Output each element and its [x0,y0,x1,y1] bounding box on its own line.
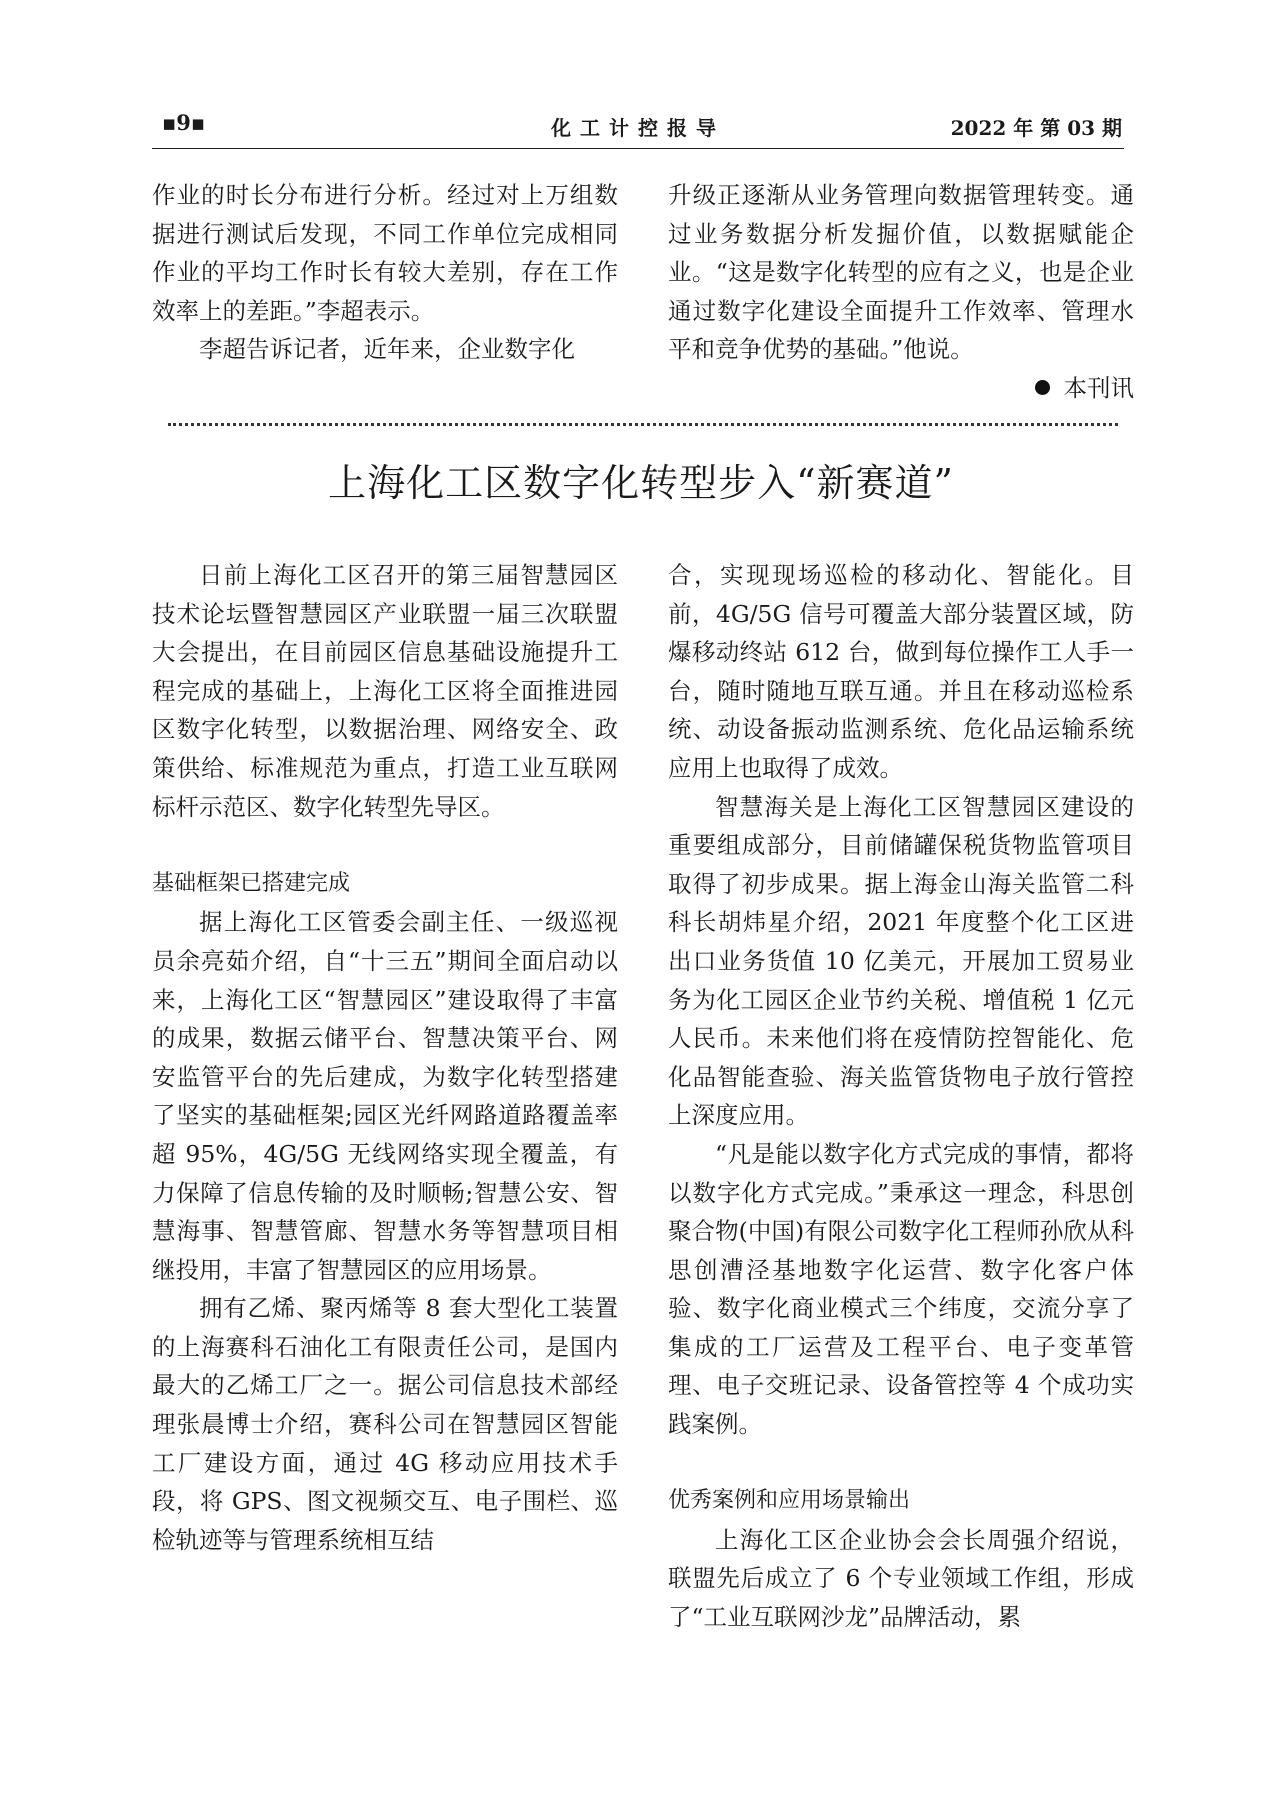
prev-article-paragraph: 李超告诉记者，近年来，企业数字化 [199,335,575,364]
intro-paragraph: 日前上海化工区召开的第三届智慧园区技术论坛暨智慧园区产业联盟一届三次联盟大会提出，在目前园区信息基础设施提升工程完成的基础上，上海化工区将全面推进园区数字化转型，以数据治理、网络安全、政策供给、标准规范为重点，打造工业互联网标杆示范区、数字化转型先导区。 [152,561,618,821]
section-heading: 优秀案例和应用场景输出 [668,1488,911,1514]
body-paragraph: 合，实现现场巡检的移动化、智能化。目前，4G/5G 信号可覆盖大部分装置区域，防爆移动终站 612 台，做到每位操作工人手一台，随时随地互联互通。并且在移动巡检系统、动设备振动监测系统、危化品运输系统应用上也取得了成效。 [668,561,1134,782]
article-source [668,369,1134,408]
body-paragraph: 上海化工区企业协会会长周强介绍说，联盟先后成立了 6 个专业领域工作组，形成了“工业互联网沙龙”品牌活动，累 [668,1525,1134,1632]
section-heading: 基础框架已搭建完成 [152,870,351,896]
article-left-column [152,556,618,1559]
body-paragraph: “凡是能以数字化方式完成的事情，都将以数字化方式完成。”秉承这一理念，科思创聚合物(中国)有限公司数字化工程师孙欣从科思创漕泾基地数字化运营、数字化客户体验、数字化商业模式三个纬度，交流分享了集成的工厂运营及工程平台、电子变革管理、电子交班记录、设备管控等 4 个成功实践案例。 [668,1139,1134,1439]
issue-info: 2022 年 第 03 期 [950,116,1122,140]
page-number: ▪9▪ [162,110,206,135]
body-paragraph: 智慧海关是上海化工区智慧园区建设的重要组成部分，目前储罐保税货物监管项目取得了初步成果。据上海金山海关监管二科科长胡炜星介绍，2021 年度整个化工区进出口业务货值 10 亿美元，开展加工贸易业务为化工园区企业节约关税、增值税 1 亿元人民币。未来他们将在疫情防控智能化、危化品智能查验、海关监管货物电子放行管控上深度应用。 [668,792,1134,1130]
prev-article-paragraph: 作业的时长分布进行分析。经过对上万组数据进行测试后发现，不同工作单位完成相同作业的平均工作时长有较大差别，存在工作效率上的差距。”李超表示。 [152,181,618,325]
prev-article-paragraph: 升级正逐渐从业务管理向数据管理转变。通过业务数据分析发掘价值，以数据赋能企业。“这是数字化转型的应有之义，也是企业通过数字化建设全面提升工作效率、管理水平和竞争优势的基础。”他说。 [668,181,1134,364]
prev-article-left-column [152,176,618,369]
bullet-dot-icon [1035,380,1050,395]
article-title: 上海化工区数字化转型步入“新赛道” [328,461,954,505]
source-label: 本刊讯 [1063,373,1134,402]
dotted-divider [168,423,1118,426]
journal-name: 化工计控报导 [551,116,725,140]
article-right-column [668,556,1134,1637]
page-header [152,106,1124,149]
body-paragraph: 拥有乙烯、聚丙烯等 8 套大型化工装置的上海赛科石油化工有限责任公司，是国内最大的乙烯工厂之一。据公司信息技术部经理张晨博士介绍，赛科公司在智慧园区智能工厂建设方面，通过 4G 移动应用技术手段，将 GPS、图文视频交互、电子围栏、巡检轨迹等与管理系统相互结 [152,1294,618,1554]
prev-article-right-column [668,176,1134,408]
body-paragraph: 据上海化工区管委会副主任、一级巡视员余亮茹介绍，自“十三五”期间全面启动以来，上海化工区“智慧园区”建设取得了丰富的成果，数据云储平台、智慧决策平台、网安监管平台的先后建成，为数字化转型搭建了坚实的基础框架;园区光纤网路道路覆盖率超 95%，4G/5G 无线网络实现全覆盖，有力保障了信息传输的及时顺畅;智慧公安、智慧海事、智慧管廊、智慧水务等智慧项目相继投用，丰富了智慧园区的应用场景。 [152,908,618,1284]
